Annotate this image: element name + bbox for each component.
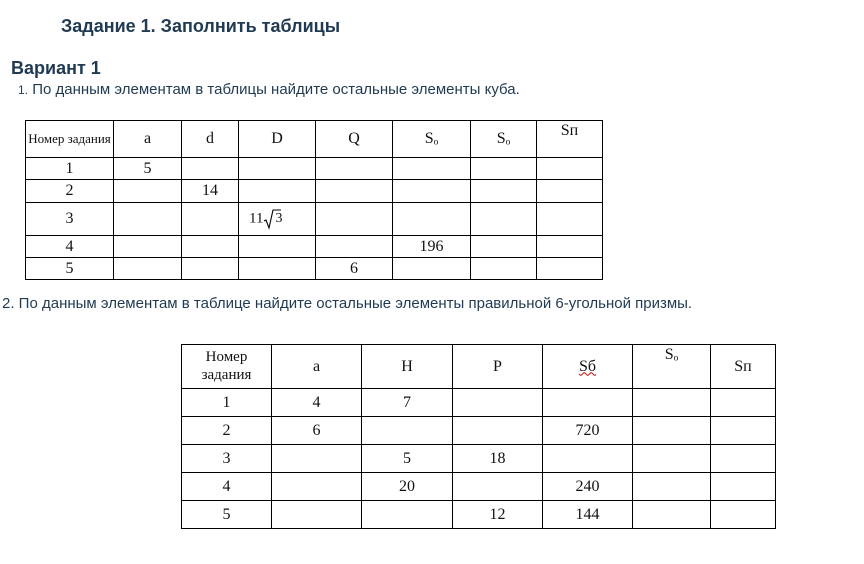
table-cell bbox=[272, 501, 362, 529]
table-cell bbox=[114, 180, 182, 203]
table-cell bbox=[633, 445, 711, 473]
table-cell bbox=[316, 180, 393, 203]
table-cell bbox=[239, 236, 316, 258]
table-cell bbox=[453, 417, 543, 445]
cube-header-number: Номер задания bbox=[26, 121, 114, 158]
prism-header-number: Номер задания bbox=[182, 345, 272, 389]
table-cell bbox=[537, 158, 603, 180]
table-cell: 6 bbox=[272, 417, 362, 445]
table-cell: 5 bbox=[114, 158, 182, 180]
prism-header-row bbox=[182, 345, 776, 389]
table-cell bbox=[471, 180, 537, 203]
table-cell bbox=[537, 236, 603, 258]
table-cell: 5 bbox=[182, 501, 272, 529]
table-cell: 4 bbox=[272, 389, 362, 417]
task2-instruction: 2. По данным элементам в таблице найдите остальные элементы правильной 6-угольной призмы. bbox=[2, 295, 693, 312]
table-cell bbox=[471, 203, 537, 236]
prism-header-sp: Sп bbox=[711, 345, 776, 389]
table-cell bbox=[114, 236, 182, 258]
table-cell bbox=[393, 180, 471, 203]
table-cell bbox=[711, 445, 776, 473]
cube-table bbox=[25, 120, 603, 280]
table-cell bbox=[711, 501, 776, 529]
task1-text: По данным элементам в таблицы найдите остальные элементы куба. bbox=[32, 81, 520, 98]
task-title: Задание 1. Заполнить таблицы bbox=[61, 16, 341, 36]
cube-header-Q: Q bbox=[316, 121, 393, 158]
sqrt-radicand: 3 bbox=[275, 211, 283, 227]
table-cell: 4 bbox=[182, 473, 272, 501]
table-cell bbox=[453, 473, 543, 501]
table-cell: 5 bbox=[362, 445, 453, 473]
cube-header-d: d bbox=[182, 121, 239, 158]
task1-number: 1. bbox=[18, 83, 29, 97]
table-cell bbox=[537, 258, 603, 280]
table-cell bbox=[272, 473, 362, 501]
table-row bbox=[182, 389, 776, 417]
table-cell bbox=[393, 158, 471, 180]
table-cell bbox=[633, 501, 711, 529]
table-row bbox=[26, 258, 603, 280]
table-cell bbox=[114, 203, 182, 236]
table-cell bbox=[316, 203, 393, 236]
table-cell: 18 bbox=[453, 445, 543, 473]
table-row bbox=[182, 473, 776, 501]
table-cell bbox=[543, 389, 633, 417]
table-cell: 1 bbox=[182, 389, 272, 417]
table-cell bbox=[537, 180, 603, 203]
table-cell bbox=[471, 258, 537, 280]
table-cell: 240 bbox=[543, 473, 633, 501]
prism-header-H: H bbox=[362, 345, 453, 389]
table-cell bbox=[393, 203, 471, 236]
table-cell bbox=[453, 389, 543, 417]
table-cell bbox=[633, 389, 711, 417]
table-cell: 14 bbox=[182, 180, 239, 203]
table-row bbox=[26, 158, 603, 180]
table-row bbox=[182, 417, 776, 445]
table-cell bbox=[182, 158, 239, 180]
table-cell: 5 bbox=[26, 258, 114, 280]
cube-header-row bbox=[26, 121, 603, 158]
cube-header-sp: Sп bbox=[537, 121, 603, 158]
table-cell bbox=[471, 158, 537, 180]
table-row bbox=[26, 203, 603, 236]
cube-header-so-1: Sₒ bbox=[393, 121, 471, 158]
table-cell-sqrt bbox=[239, 203, 316, 236]
table-cell bbox=[537, 203, 603, 236]
variant-title: Вариант 1 bbox=[11, 58, 101, 78]
table-row bbox=[182, 445, 776, 473]
sqrt-expression bbox=[249, 208, 282, 230]
prism-header-so: Sₒ bbox=[633, 345, 711, 389]
table-cell bbox=[362, 417, 453, 445]
table-cell bbox=[239, 180, 316, 203]
table-cell bbox=[393, 258, 471, 280]
table-cell bbox=[543, 445, 633, 473]
table-cell bbox=[239, 158, 316, 180]
table-row bbox=[182, 501, 776, 529]
prism-header-P: P bbox=[453, 345, 543, 389]
task1-instruction bbox=[18, 81, 520, 98]
table-cell: 720 bbox=[543, 417, 633, 445]
table-cell: 1 bbox=[26, 158, 114, 180]
cube-header-so-2: Sₒ bbox=[471, 121, 537, 158]
cube-header-D: D bbox=[239, 121, 316, 158]
table-cell: 4 bbox=[26, 236, 114, 258]
table-cell: 2 bbox=[182, 417, 272, 445]
table-cell: 3 bbox=[182, 445, 272, 473]
table-cell: 7 bbox=[362, 389, 453, 417]
sqrt-coefficient: 11 bbox=[249, 210, 264, 227]
table-cell: 6 bbox=[316, 258, 393, 280]
table-cell bbox=[711, 389, 776, 417]
table-cell bbox=[114, 258, 182, 280]
table-cell: 3 bbox=[26, 203, 114, 236]
table-cell bbox=[316, 158, 393, 180]
table-row bbox=[26, 236, 603, 258]
prism-header-sb-text: Sб bbox=[578, 357, 597, 375]
table-cell bbox=[182, 258, 239, 280]
table-cell bbox=[711, 417, 776, 445]
table-cell bbox=[239, 258, 316, 280]
table-cell bbox=[471, 236, 537, 258]
prism-table bbox=[181, 344, 776, 529]
table-cell bbox=[316, 236, 393, 258]
table-cell: 12 bbox=[453, 501, 543, 529]
cube-header-a: a bbox=[114, 121, 182, 158]
table-cell: 144 bbox=[543, 501, 633, 529]
prism-header-sb bbox=[543, 345, 633, 389]
table-cell bbox=[182, 203, 239, 236]
table-row bbox=[26, 180, 603, 203]
table-cell: 2 bbox=[26, 180, 114, 203]
table-cell: 20 bbox=[362, 473, 453, 501]
table-cell: 196 bbox=[393, 236, 471, 258]
table-cell bbox=[272, 445, 362, 473]
prism-header-a: a bbox=[272, 345, 362, 389]
table-cell bbox=[182, 236, 239, 258]
table-cell bbox=[633, 417, 711, 445]
table-cell bbox=[362, 501, 453, 529]
table-cell bbox=[633, 473, 711, 501]
table-cell bbox=[711, 473, 776, 501]
